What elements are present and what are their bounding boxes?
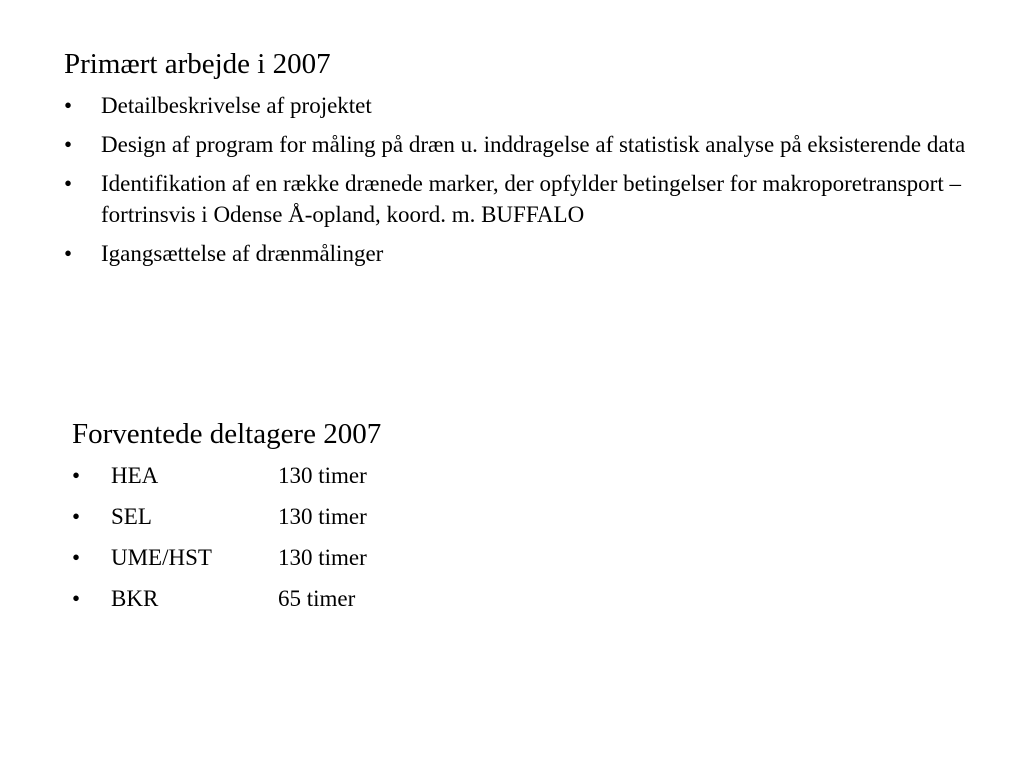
list-item-text: Igangsættelse af drænmålinger: [101, 241, 384, 266]
list-item: [64, 168, 984, 230]
participant-hours: 130 timer: [278, 504, 367, 529]
bullet-icon: •: [72, 504, 81, 529]
list-item: [64, 238, 984, 269]
bullet-icon: •: [72, 463, 81, 488]
participant-row: [72, 460, 572, 491]
bullet-icon: •: [72, 586, 81, 611]
participants-list: [72, 460, 572, 614]
work-section: [64, 44, 984, 277]
bullet-icon: •: [64, 93, 73, 118]
participant-row: [72, 542, 572, 573]
participant-name: BKR: [111, 586, 159, 611]
list-item: [64, 90, 984, 121]
participant-name: SEL: [111, 504, 152, 529]
participant-name: UME/HST: [111, 545, 212, 570]
bullet-icon: •: [64, 171, 73, 196]
bullet-icon: •: [72, 545, 81, 570]
participant-name: HEA: [111, 463, 159, 488]
participant-hours: 130 timer: [278, 463, 367, 488]
participant-row: [72, 583, 572, 614]
list-item-text: Design af program for måling på dræn u. inddragelse af statistisk analyse på eksisterende data: [101, 132, 966, 157]
list-item-text: Detailbeskrivelse af projektet: [101, 93, 372, 118]
list-item-text: Identifikation af en række drænede marker, der opfylder betingelser for makroporetransport – fortrinsvis i Odense Å-opland, koord. m. BUFFALO: [101, 171, 961, 227]
participant-hours: 65 timer: [278, 586, 356, 611]
participant-hours: 130 timer: [278, 545, 367, 570]
bullet-icon: •: [64, 241, 73, 266]
bullet-icon: •: [64, 132, 73, 157]
participants-section: [72, 414, 572, 624]
list-item: [64, 129, 984, 160]
work-list: [64, 90, 984, 269]
work-heading: Primært arbejde i 2007: [64, 48, 331, 80]
participants-heading: Forventede deltagere 2007: [72, 418, 382, 450]
participant-row: [72, 501, 572, 532]
